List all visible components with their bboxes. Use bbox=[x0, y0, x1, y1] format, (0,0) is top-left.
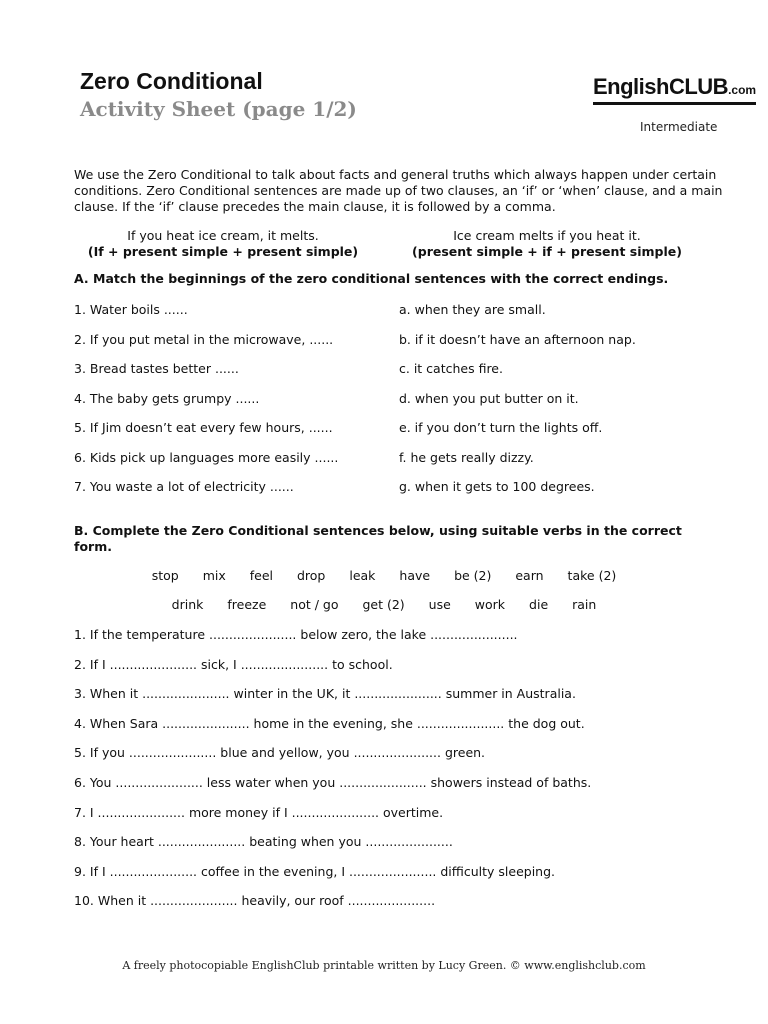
match-row bbox=[74, 420, 714, 450]
gap-fill-sentence: 1. If the temperature ...................... below zero, the lake ...................... bbox=[74, 627, 518, 642]
englishclub-logo bbox=[593, 76, 756, 105]
word-bank-item: freeze bbox=[227, 597, 267, 612]
page-subtitle: Activity Sheet (page 1/2) bbox=[80, 97, 357, 121]
page-footer: A freely photocopiable EnglishClub printable written by Lucy Green. © www.englishclub.com bbox=[122, 959, 646, 972]
gap-fill-sentence: 10. When it ...................... heavily, our roof ...................... bbox=[74, 893, 436, 909]
word-bank-item: be (2) bbox=[454, 568, 492, 583]
match-beginning: 6. Kids pick up languages more easily ...... bbox=[74, 449, 339, 465]
match-ending: d. when you put butter on it. bbox=[399, 390, 579, 406]
gap-fill-sentence: 8. Your heart ...................... beating when you ...................... bbox=[74, 834, 453, 850]
match-ending: c. it catches fire. bbox=[399, 361, 503, 376]
section-b-heading: B. Complete the Zero Conditional sentences below, using suitable verbs in the correct form. bbox=[74, 523, 682, 554]
match-ending: e. if you don’t turn the lights off. bbox=[399, 420, 603, 435]
match-beginning: 1. Water boils ...... bbox=[74, 302, 188, 317]
gap-fill-sentence: 9. If I ...................... coffee in the evening, I ...................... difficulty sleeping. bbox=[74, 863, 556, 879]
gap-fill-sentence: 6. You ...................... less water when you ...................... showers instead of baths. bbox=[74, 774, 592, 790]
gap-fill-exercise bbox=[74, 627, 714, 923]
word-bank-item: drop bbox=[296, 568, 326, 583]
gap-fill-sentence: 5. If you ...................... blue and yellow, you ...................... green. bbox=[74, 745, 486, 761]
match-row bbox=[74, 332, 714, 362]
gap-fill-sentence: 3. When it ...................... winter in the UK, it ...................... summer in Australia. bbox=[74, 686, 576, 702]
word-bank-item: mix bbox=[202, 568, 226, 583]
section-a-heading: A. Match the beginnings of the zero conditional sentences with the correct endings. bbox=[74, 271, 669, 286]
intro-paragraph: We use the Zero Conditional to talk about facts and general truths which always happen under certain conditions. Zero Conditional sentences are made up of two clauses, an ‘if’ or ‘when’ clause, and a main clause. If the ‘if’ clause precedes the main clause, it is followed by a comma. bbox=[74, 167, 723, 214]
match-beginning: 3. Bread tastes better ...... bbox=[74, 361, 239, 376]
word-bank-item: get (2) bbox=[362, 597, 405, 612]
match-beginning: 4. The baby gets grumpy ...... bbox=[74, 390, 260, 406]
word-bank-item: use bbox=[428, 597, 451, 612]
word-bank-item: work bbox=[474, 597, 506, 612]
matching-exercise bbox=[74, 302, 714, 509]
match-row bbox=[74, 479, 714, 509]
word-bank-item: die bbox=[529, 597, 549, 612]
example-2 bbox=[397, 228, 697, 260]
word-bank-item: rain bbox=[572, 597, 597, 612]
match-ending: a. when they are small. bbox=[399, 302, 546, 317]
logo-domain: .com bbox=[728, 83, 757, 97]
match-beginning: 7. You waste a lot of electricity ...... bbox=[74, 479, 294, 494]
match-beginning: 2. If you put metal in the microwave, ...... bbox=[74, 331, 334, 347]
page-title: Zero Conditional bbox=[80, 68, 263, 94]
logo-main: EnglishCLUB bbox=[593, 74, 729, 99]
word-bank-item: take (2) bbox=[567, 568, 617, 583]
gap-fill-sentence: 2. If I ...................... sick, I ...................... to school. bbox=[74, 656, 393, 672]
word-bank-line-1 bbox=[74, 568, 694, 583]
example-sentence: Ice cream melts if you heat it. bbox=[453, 228, 641, 243]
match-beginning: 5. If Jim doesn’t eat every few hours, ...... bbox=[74, 420, 333, 435]
match-ending: g. when it gets to 100 degrees. bbox=[399, 479, 595, 494]
level-label: Intermediate bbox=[640, 120, 718, 134]
example-formula: (If + present simple + present simple) bbox=[87, 244, 359, 259]
word-bank-item: earn bbox=[515, 568, 544, 583]
match-row bbox=[74, 450, 714, 480]
word-bank-item: drink bbox=[171, 597, 204, 612]
gap-fill-sentence: 4. When Sara ...................... home in the evening, she ...................... the dog out. bbox=[74, 715, 585, 731]
example-formula: (present simple + if + present simple) bbox=[412, 244, 682, 259]
match-row bbox=[74, 302, 714, 332]
word-bank-item: have bbox=[399, 568, 431, 583]
word-bank-item: stop bbox=[151, 568, 179, 583]
word-bank-item: not / go bbox=[290, 597, 339, 612]
match-ending: b. if it doesn’t have an afternoon nap. bbox=[399, 331, 636, 347]
word-bank-line-2 bbox=[74, 597, 694, 612]
word-bank-item: leak bbox=[349, 568, 376, 583]
gap-fill-sentence: 7. I ...................... more money if I ...................... overtime. bbox=[74, 804, 444, 820]
match-row bbox=[74, 361, 714, 391]
example-1 bbox=[73, 228, 373, 260]
match-ending: f. he gets really dizzy. bbox=[399, 449, 534, 465]
word-bank-item: feel bbox=[249, 568, 273, 583]
example-sentence: If you heat ice cream, it melts. bbox=[127, 228, 319, 243]
match-row bbox=[74, 391, 714, 421]
